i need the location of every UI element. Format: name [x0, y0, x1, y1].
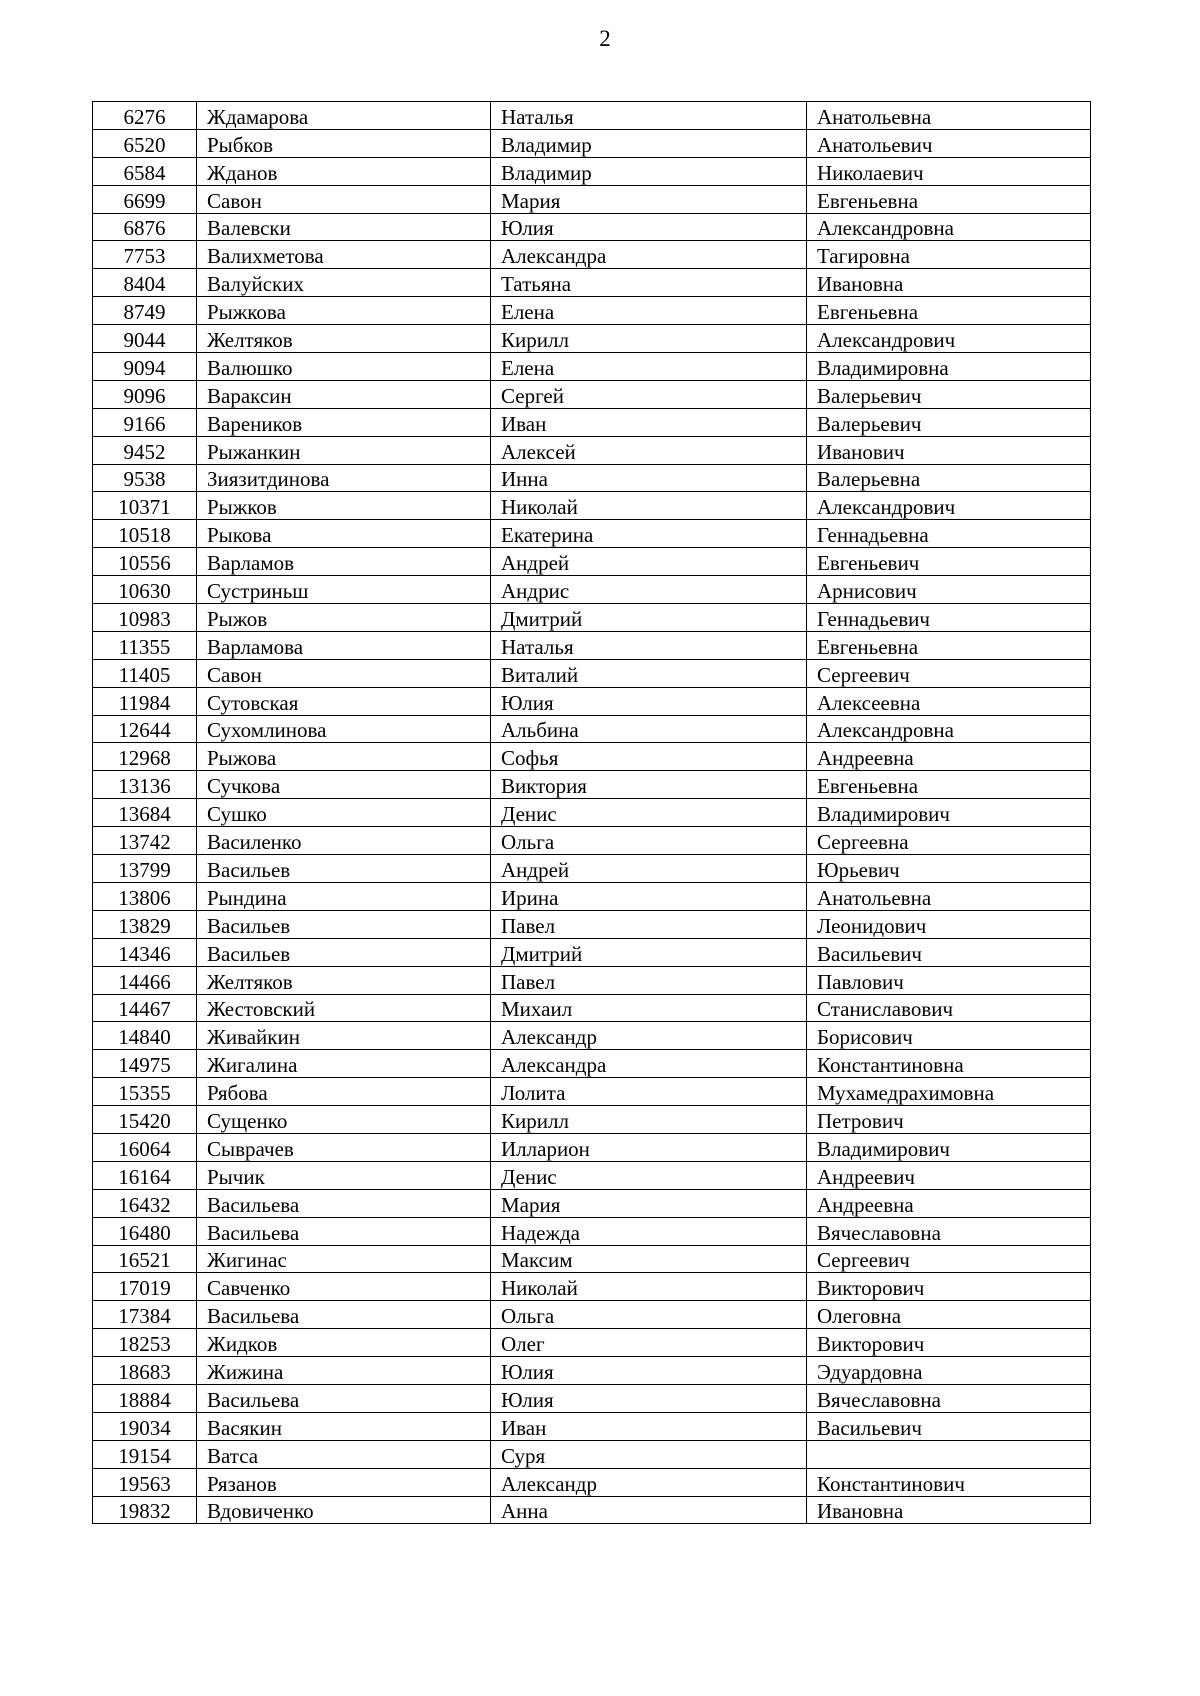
patronymic-cell: Павлович: [807, 966, 1091, 994]
first-name-cell: Денис: [491, 1161, 807, 1189]
first-name-cell: Александра: [491, 241, 807, 269]
last-name-cell: Жидков: [197, 1329, 491, 1357]
table-row: [93, 1133, 1091, 1161]
patronymic-cell: Сергеевич: [807, 1245, 1091, 1273]
last-name-cell: Живайкин: [197, 1022, 491, 1050]
first-name-cell: Елена: [491, 353, 807, 381]
record-number-cell: 8404: [93, 269, 197, 297]
first-name-cell: Александр: [491, 1468, 807, 1496]
record-number-cell: 15355: [93, 1078, 197, 1106]
last-name-cell: Рыбков: [197, 129, 491, 157]
record-number-cell: 17384: [93, 1301, 197, 1329]
first-name-cell: Софья: [491, 743, 807, 771]
first-name-cell: Суря: [491, 1440, 807, 1468]
record-number-cell: 13806: [93, 882, 197, 910]
last-name-cell: Валевски: [197, 213, 491, 241]
table-row: [93, 1050, 1091, 1078]
patronymic-cell: Александрович: [807, 325, 1091, 353]
last-name-cell: Жигалина: [197, 1050, 491, 1078]
record-number-cell: 9452: [93, 436, 197, 464]
first-name-cell: Юлия: [491, 1384, 807, 1412]
last-name-cell: Ждамарова: [197, 102, 491, 130]
patronymic-cell: Николаевич: [807, 157, 1091, 185]
record-number-cell: 16164: [93, 1161, 197, 1189]
patronymic-cell: Борисович: [807, 1022, 1091, 1050]
record-number-cell: 13799: [93, 855, 197, 883]
table-row: [93, 715, 1091, 743]
table-row: [93, 771, 1091, 799]
record-number-cell: 16432: [93, 1189, 197, 1217]
first-name-cell: Владимир: [491, 157, 807, 185]
first-name-cell: Виктория: [491, 771, 807, 799]
first-name-cell: Михаил: [491, 994, 807, 1022]
table-row: [93, 1022, 1091, 1050]
first-name-cell: Мария: [491, 185, 807, 213]
last-name-cell: Сустриньш: [197, 576, 491, 604]
patronymic-cell: Вячеславовна: [807, 1217, 1091, 1245]
first-name-cell: Инна: [491, 464, 807, 492]
patronymic-cell: Леонидович: [807, 910, 1091, 938]
patronymic-cell: Андреевна: [807, 743, 1091, 771]
table-row: [93, 1301, 1091, 1329]
record-number-cell: 10983: [93, 604, 197, 632]
patronymic-cell: Иванович: [807, 436, 1091, 464]
record-number-cell: 18253: [93, 1329, 197, 1357]
record-number-cell: 14466: [93, 966, 197, 994]
first-name-cell: Александра: [491, 1050, 807, 1078]
first-name-cell: Юлия: [491, 687, 807, 715]
table-row: [93, 1329, 1091, 1357]
last-name-cell: Савон: [197, 185, 491, 213]
first-name-cell: Илларион: [491, 1133, 807, 1161]
first-name-cell: Иван: [491, 1412, 807, 1440]
last-name-cell: Жданов: [197, 157, 491, 185]
first-name-cell: Виталий: [491, 659, 807, 687]
record-number-cell: 18683: [93, 1357, 197, 1385]
patronymic-cell: Эдуардовна: [807, 1357, 1091, 1385]
first-name-cell: Максим: [491, 1245, 807, 1273]
first-name-cell: Николай: [491, 492, 807, 520]
table-row: [93, 882, 1091, 910]
last-name-cell: Варламова: [197, 631, 491, 659]
table-row: [93, 380, 1091, 408]
table-row: [93, 1468, 1091, 1496]
last-name-cell: Рыжкова: [197, 297, 491, 325]
last-name-cell: Вареников: [197, 408, 491, 436]
patronymic-cell: Владимирович: [807, 799, 1091, 827]
table-row: [93, 436, 1091, 464]
first-name-cell: Екатерина: [491, 520, 807, 548]
last-name-cell: Вдовиченко: [197, 1496, 491, 1524]
table-row: [93, 1078, 1091, 1106]
table-row: [93, 1412, 1091, 1440]
last-name-cell: Рязанов: [197, 1468, 491, 1496]
patronymic-cell: Алексеевна: [807, 687, 1091, 715]
last-name-cell: Варламов: [197, 548, 491, 576]
last-name-cell: Васильев: [197, 855, 491, 883]
patronymic-cell: Анатольевна: [807, 102, 1091, 130]
first-name-cell: Павел: [491, 910, 807, 938]
record-number-cell: 19034: [93, 1412, 197, 1440]
patronymic-cell: Геннадьевич: [807, 604, 1091, 632]
record-number-cell: 6520: [93, 129, 197, 157]
record-number-cell: 15420: [93, 1106, 197, 1134]
table-row: [93, 855, 1091, 883]
registry-table-body: [93, 102, 1091, 1524]
record-number-cell: 10630: [93, 576, 197, 604]
patronymic-cell: Александровна: [807, 715, 1091, 743]
first-name-cell: Павел: [491, 966, 807, 994]
table-row: [93, 994, 1091, 1022]
table-row: [93, 1217, 1091, 1245]
record-number-cell: 14467: [93, 994, 197, 1022]
first-name-cell: Андрис: [491, 576, 807, 604]
record-number-cell: 13742: [93, 827, 197, 855]
record-number-cell: 16480: [93, 1217, 197, 1245]
record-number-cell: 14840: [93, 1022, 197, 1050]
record-number-cell: 14346: [93, 938, 197, 966]
first-name-cell: Юлия: [491, 1357, 807, 1385]
last-name-cell: Васякин: [197, 1412, 491, 1440]
patronymic-cell: Евгеньевна: [807, 297, 1091, 325]
last-name-cell: Рындина: [197, 882, 491, 910]
patronymic-cell: Андреевна: [807, 1189, 1091, 1217]
record-number-cell: 8749: [93, 297, 197, 325]
patronymic-cell: Викторович: [807, 1329, 1091, 1357]
patronymic-cell: Васильевич: [807, 938, 1091, 966]
patronymic-cell: Александрович: [807, 492, 1091, 520]
last-name-cell: Васильева: [197, 1217, 491, 1245]
last-name-cell: Василенко: [197, 827, 491, 855]
last-name-cell: Валихметова: [197, 241, 491, 269]
patronymic-cell: Анатольевич: [807, 129, 1091, 157]
record-number-cell: 11355: [93, 631, 197, 659]
last-name-cell: Васильева: [197, 1301, 491, 1329]
table-row: [93, 102, 1091, 130]
table-row: [93, 548, 1091, 576]
first-name-cell: Андрей: [491, 548, 807, 576]
patronymic-cell: [807, 1440, 1091, 1468]
table-row: [93, 213, 1091, 241]
last-name-cell: Савченко: [197, 1273, 491, 1301]
first-name-cell: Иван: [491, 408, 807, 436]
table-row: [93, 604, 1091, 632]
patronymic-cell: Валерьевич: [807, 408, 1091, 436]
first-name-cell: Олег: [491, 1329, 807, 1357]
patronymic-cell: Тагировна: [807, 241, 1091, 269]
first-name-cell: Юлия: [491, 213, 807, 241]
last-name-cell: Желтяков: [197, 325, 491, 353]
table-row: [93, 631, 1091, 659]
table-row: [93, 1189, 1091, 1217]
last-name-cell: Сушко: [197, 799, 491, 827]
record-number-cell: 18884: [93, 1384, 197, 1412]
first-name-cell: Сергей: [491, 380, 807, 408]
record-number-cell: 6584: [93, 157, 197, 185]
patronymic-cell: Анатольевна: [807, 882, 1091, 910]
record-number-cell: 14975: [93, 1050, 197, 1078]
record-number-cell: 10371: [93, 492, 197, 520]
record-number-cell: 9166: [93, 408, 197, 436]
table-row: [93, 1384, 1091, 1412]
last-name-cell: Сутовская: [197, 687, 491, 715]
record-number-cell: 9096: [93, 380, 197, 408]
last-name-cell: Жигинас: [197, 1245, 491, 1273]
last-name-cell: Рябова: [197, 1078, 491, 1106]
table-row: [93, 492, 1091, 520]
first-name-cell: Альбина: [491, 715, 807, 743]
first-name-cell: Надежда: [491, 1217, 807, 1245]
table-row: [93, 659, 1091, 687]
patronymic-cell: Константинович: [807, 1468, 1091, 1496]
record-number-cell: 6699: [93, 185, 197, 213]
patronymic-cell: Юрьевич: [807, 855, 1091, 883]
patronymic-cell: Ивановна: [807, 1496, 1091, 1524]
patronymic-cell: Мухамедрахимовна: [807, 1078, 1091, 1106]
first-name-cell: Ольга: [491, 1301, 807, 1329]
last-name-cell: Васильев: [197, 938, 491, 966]
last-name-cell: Рыкова: [197, 520, 491, 548]
table-row: [93, 938, 1091, 966]
table-row: [93, 687, 1091, 715]
table-row: [93, 1496, 1091, 1524]
last-name-cell: Васильев: [197, 910, 491, 938]
first-name-cell: Наталья: [491, 102, 807, 130]
first-name-cell: Ольга: [491, 827, 807, 855]
record-number-cell: 6276: [93, 102, 197, 130]
patronymic-cell: Олеговна: [807, 1301, 1091, 1329]
first-name-cell: Мария: [491, 1189, 807, 1217]
first-name-cell: Дмитрий: [491, 938, 807, 966]
record-number-cell: 11984: [93, 687, 197, 715]
record-number-cell: 9044: [93, 325, 197, 353]
table-row: [93, 157, 1091, 185]
patronymic-cell: Владимировна: [807, 353, 1091, 381]
record-number-cell: 19154: [93, 1440, 197, 1468]
table-row: [93, 520, 1091, 548]
record-number-cell: 12968: [93, 743, 197, 771]
patronymic-cell: Петрович: [807, 1106, 1091, 1134]
first-name-cell: Ирина: [491, 882, 807, 910]
record-number-cell: 13136: [93, 771, 197, 799]
last-name-cell: Сыврачев: [197, 1133, 491, 1161]
last-name-cell: Валуйских: [197, 269, 491, 297]
patronymic-cell: Геннадьевна: [807, 520, 1091, 548]
first-name-cell: Алексей: [491, 436, 807, 464]
table-row: [93, 269, 1091, 297]
table-row: [93, 576, 1091, 604]
patronymic-cell: Константиновна: [807, 1050, 1091, 1078]
patronymic-cell: Сергеевич: [807, 659, 1091, 687]
patronymic-cell: Ивановна: [807, 269, 1091, 297]
first-name-cell: Денис: [491, 799, 807, 827]
record-number-cell: 10518: [93, 520, 197, 548]
first-name-cell: Александр: [491, 1022, 807, 1050]
record-number-cell: 19832: [93, 1496, 197, 1524]
last-name-cell: Вараксин: [197, 380, 491, 408]
table-row: [93, 1357, 1091, 1385]
table-row: [93, 1440, 1091, 1468]
last-name-cell: Сухомлинова: [197, 715, 491, 743]
first-name-cell: Елена: [491, 297, 807, 325]
patronymic-cell: Вячеславовна: [807, 1384, 1091, 1412]
record-number-cell: 13829: [93, 910, 197, 938]
first-name-cell: Наталья: [491, 631, 807, 659]
patronymic-cell: Владимирович: [807, 1133, 1091, 1161]
record-number-cell: 16064: [93, 1133, 197, 1161]
first-name-cell: Лолита: [491, 1078, 807, 1106]
table-row: [93, 743, 1091, 771]
record-number-cell: 19563: [93, 1468, 197, 1496]
page-number: 2: [599, 26, 611, 51]
patronymic-cell: Александровна: [807, 213, 1091, 241]
patronymic-cell: Евгеньевна: [807, 771, 1091, 799]
table-row: [93, 353, 1091, 381]
last-name-cell: Васильева: [197, 1189, 491, 1217]
table-row: [93, 185, 1091, 213]
table-row: [93, 799, 1091, 827]
patronymic-cell: Евгеньевна: [807, 631, 1091, 659]
record-number-cell: 10556: [93, 548, 197, 576]
record-number-cell: 16521: [93, 1245, 197, 1273]
last-name-cell: Желтяков: [197, 966, 491, 994]
table-row: [93, 1106, 1091, 1134]
table-row: [93, 408, 1091, 436]
patronymic-cell: Евгеньевич: [807, 548, 1091, 576]
last-name-cell: Рыжков: [197, 492, 491, 520]
record-number-cell: 17019: [93, 1273, 197, 1301]
record-number-cell: 11405: [93, 659, 197, 687]
last-name-cell: Зиязитдинова: [197, 464, 491, 492]
patronymic-cell: Викторович: [807, 1273, 1091, 1301]
first-name-cell: Владимир: [491, 129, 807, 157]
last-name-cell: Рычик: [197, 1161, 491, 1189]
last-name-cell: Ватса: [197, 1440, 491, 1468]
last-name-cell: Сущенко: [197, 1106, 491, 1134]
table-row: [93, 827, 1091, 855]
last-name-cell: Васильева: [197, 1384, 491, 1412]
table-row: [93, 966, 1091, 994]
patronymic-cell: Валерьевич: [807, 380, 1091, 408]
patronymic-cell: Васильевич: [807, 1412, 1091, 1440]
last-name-cell: Сучкова: [197, 771, 491, 799]
table-row: [93, 241, 1091, 269]
first-name-cell: Кирилл: [491, 1106, 807, 1134]
registry-table: [92, 101, 1091, 1524]
table-row: [93, 464, 1091, 492]
record-number-cell: 13684: [93, 799, 197, 827]
first-name-cell: Николай: [491, 1273, 807, 1301]
table-row: [93, 910, 1091, 938]
last-name-cell: Жестовский: [197, 994, 491, 1022]
table-row: [93, 1161, 1091, 1189]
table-row: [93, 1273, 1091, 1301]
patronymic-cell: Станиславович: [807, 994, 1091, 1022]
patronymic-cell: Андреевич: [807, 1161, 1091, 1189]
table-row: [93, 1245, 1091, 1273]
last-name-cell: Жижина: [197, 1357, 491, 1385]
table-row: [93, 297, 1091, 325]
patronymic-cell: Евгеньевна: [807, 185, 1091, 213]
patronymic-cell: Валерьевна: [807, 464, 1091, 492]
record-number-cell: 12644: [93, 715, 197, 743]
table-row: [93, 129, 1091, 157]
first-name-cell: Татьяна: [491, 269, 807, 297]
last-name-cell: Рыжов: [197, 604, 491, 632]
first-name-cell: Анна: [491, 1496, 807, 1524]
record-number-cell: 7753: [93, 241, 197, 269]
patronymic-cell: Арнисович: [807, 576, 1091, 604]
last-name-cell: Савон: [197, 659, 491, 687]
record-number-cell: 9094: [93, 353, 197, 381]
last-name-cell: Валюшко: [197, 353, 491, 381]
record-number-cell: 9538: [93, 464, 197, 492]
record-number-cell: 6876: [93, 213, 197, 241]
last-name-cell: Рыжова: [197, 743, 491, 771]
first-name-cell: Кирилл: [491, 325, 807, 353]
patronymic-cell: Сергеевна: [807, 827, 1091, 855]
first-name-cell: Андрей: [491, 855, 807, 883]
first-name-cell: Дмитрий: [491, 604, 807, 632]
last-name-cell: Рыжанкин: [197, 436, 491, 464]
table-row: [93, 325, 1091, 353]
